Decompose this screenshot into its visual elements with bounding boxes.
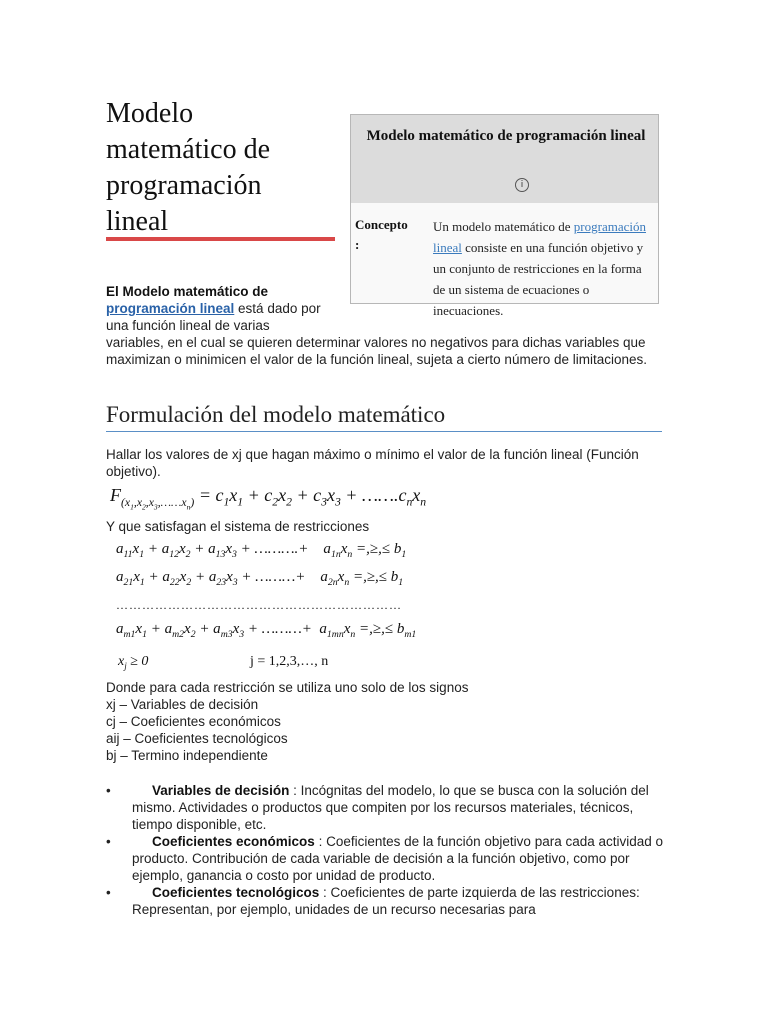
constraint-equation: $a_{m1}x_1 + a_{m2}x_2 + a_{m3}x_3$ + ………+ $a_{1mn}x_n$ =,≥,≤ $b_{m1}$ bbox=[116, 621, 417, 640]
intro-link-programacion-lineal[interactable]: programación lineal bbox=[106, 301, 235, 316]
objective-paragraph: Hallar los valores de xj que hagan máximo o mínimo el valor de la función lineal (Función objetivo). bbox=[106, 447, 639, 479]
bullet-icon: • bbox=[106, 834, 111, 849]
intro-paragraph-cont: variables, en el cual se quieren determinar valores no negativos para dichas variables que maximizan o minimicen el valor de la función lineal, sujeta a cierto número de limitaciones. bbox=[106, 335, 648, 367]
constraints-intro: Y que satisfagan el sistema de restricciones bbox=[106, 519, 370, 534]
list-item bbox=[106, 833, 666, 884]
infobox-title: Modelo matemático de programación lineal bbox=[366, 128, 646, 144]
signs-note: Donde para cada restricción se utiliza uno solo de los signos bbox=[106, 680, 469, 695]
infobox-description bbox=[433, 216, 655, 321]
infobox-text-after: consiste en una función objetivo y un conjunto de restricciones en la forma de un sistema de ecuaciones o inecuaciones. bbox=[433, 240, 644, 318]
definitions-list bbox=[106, 782, 666, 918]
infobox-link-programacion-lineal[interactable]: programación lineal bbox=[433, 219, 646, 255]
page-title-line: Modelo bbox=[106, 98, 194, 129]
list-item bbox=[106, 884, 666, 918]
section-heading: Formulación del modelo matemático bbox=[106, 402, 446, 427]
section-underline bbox=[106, 431, 662, 432]
intro-text: está dado por una función lineal de varias bbox=[106, 301, 321, 333]
nonnegativity-constraint: $x_j \ge 0$ bbox=[118, 654, 149, 671]
infobox-label: Concepto : bbox=[355, 217, 408, 252]
infobox-header bbox=[351, 115, 658, 203]
title-underline bbox=[106, 237, 335, 241]
list-item-text: : Incógnitas del modelo, lo que se busca con la solución del mismo. Actividades o productos que compiten por los recursos materiales, técnicos, tiempo disponible, etc. bbox=[132, 783, 649, 832]
page-title-line: programación bbox=[106, 170, 262, 201]
list-item-term: Coeficientes tecnológicos bbox=[152, 885, 320, 900]
infobox-text-before: Un modelo matemático de bbox=[433, 219, 574, 234]
index-range: j = 1,2,3,…, n bbox=[250, 654, 329, 669]
infobox bbox=[350, 114, 659, 318]
constraint-ellipsis: ………………………………………………………… bbox=[116, 598, 402, 612]
list-item-text: : Coeficientes de parte izquierda de las restricciones: Representan, por ejemplo, unidades de un recurso necesarias para bbox=[132, 885, 640, 917]
bullet-icon: • bbox=[106, 885, 111, 900]
list-item-term: Variables de decisión bbox=[152, 783, 290, 798]
definition-line: xj – Variables de decisión bbox=[106, 697, 259, 712]
intro-bold-lead: El Modelo matemático de bbox=[106, 284, 269, 299]
definition-line: aij – Coeficientes tecnológicos bbox=[106, 731, 288, 746]
intro-paragraph bbox=[106, 283, 344, 334]
constraint-equation: $a_{11}x_1 + a_{12}x_2 + a_{13}x_3$ + ……….+ $a_{1n}x_n$ =,≥,≤ $b_1$ bbox=[116, 541, 407, 560]
info-icon[interactable]: i bbox=[515, 178, 529, 192]
constraint-equation: $a_{21}x_1 + a_{22}x_2 + a_{23}x_3$ + ………+ $a_{2n}x_n$ =,≥,≤ $b_1$ bbox=[116, 569, 404, 588]
bullet-icon: • bbox=[106, 783, 111, 798]
definition-line: cj – Coeficientes económicos bbox=[106, 714, 281, 729]
list-item-text: : Coeficientes de la función objetivo para cada actividad o producto. Contribución de cada variable de decisión a la función objetivo, como por ejemplo, ganancia o costo por unidad de producto. bbox=[132, 834, 664, 883]
objective-function-equation: $F_{(x_1,x_2,x_3,\dots\dots x_n)} = c_1x_1 + c_2x_2 + c_3x_3$ + $\dots\dots.c_nx_n$ bbox=[110, 485, 427, 511]
page-title-line: matemático de bbox=[106, 134, 271, 165]
list-item bbox=[106, 782, 666, 833]
page-title bbox=[106, 96, 336, 240]
page-title-line: lineal bbox=[106, 206, 169, 237]
definitions-block bbox=[106, 679, 666, 764]
list-item-term: Coeficientes económicos bbox=[152, 834, 315, 849]
definition-line: bj – Termino independiente bbox=[106, 748, 268, 763]
